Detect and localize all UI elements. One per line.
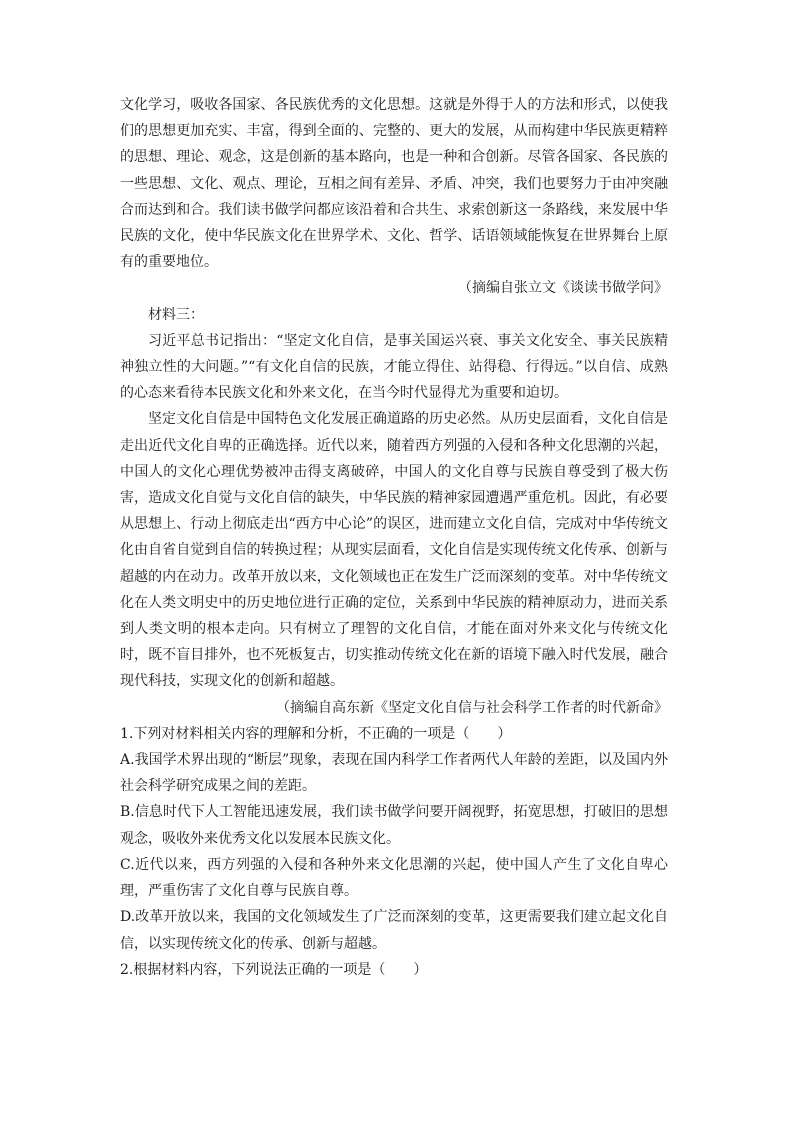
source-citation-2: （摘编自张立文《谈读书做学问》 bbox=[458, 280, 668, 297]
question-1-option-c: C.近代以来，西方列强的入侵和各种外来文化思潮的兴起，使中国人产生了文化自卑心理，严重伤害了文化自尊与民族自尊。 bbox=[120, 856, 668, 900]
material-3-label: 材料三： bbox=[148, 306, 204, 323]
material-3-paragraph-1: 习近平总书记指出：“坚定文化自信，是事关国运兴衰、事关文化安全、事关民族精神独立性的大问题。”“有文化自信的民族，才能立得住、站得稳、行得远。”以自信、成熟的心态来看待本民族文化和外来文化，在当今时代显得尤为重要和迫切。 bbox=[120, 332, 668, 402]
question-1-option-d: D.改革开放以来，我国的文化领域发生了广泛而深刻的变革，这更需要我们建立起文化自信，以实现传统文化的传承、创新与超越。 bbox=[120, 909, 668, 952]
question-1-option-b: B.信息时代下人工智能迅速发展，我们读书做学问要开阔视野，拓宽思想，打破旧的思想观念，吸收外来优秀文化以发展本民族文化。 bbox=[120, 804, 668, 847]
material-3-paragraph-2: 坚定文化自信是中国特色文化发展正确道路的历史必然。从历史层面看，文化自信是走出近代文化自卑的正确选择。近代以来，随着西方列强的入侵和各种文化思潮的兴起，中国人的文化心理优势被冲击得支离破碎，中国人的文化自尊与民族自尊受到了极大伤害，造成文化自觉与文化自信的缺失，中华民族的精神家园遭遇严重危机。因此，有必要从思想上、行动上彻底走出“西方中心论”的误区，进而建立文化自信，完成对中华传统文化由自省自觉到自信的转换过程；从现实层面看，文化自信是实现传统文化传承、创新与超越的内在动力。改革开放以来，文化领域也正在发生广泛而深刻的变革。对中华传统文化在人类文明史中的历史地位进行正确的定位，关系到中华民族的精神原动力，进而关系到人类文明的根本走向。只有树立了理智的文化自信，才能在面对外来文化与传统文化时，既不盲目排外，也不死板复古，切实推动传统文化在新的语境下融入时代发展，融合现代科技，实现文化的创新和超越。 bbox=[120, 411, 668, 690]
question-1-stem: 1.下列对材料相关内容的理解和分析，不正确的一项是（ ） bbox=[120, 725, 512, 742]
passage-2-tail: 文化学习，吸收各国家、各民族优秀的文化思想。这就是外得于人的方法和形式，以使我们的思想更加充实、丰富，得到全面的、完整的、更大的发展，从而构建中华民族更精粹的思想、理论、观念，这是创新的基本路向，也是一种和合创新。尽管各国家、各民族的一些思想、文化、观点、理论，互相之间有差异、矛盾、冲突，我们也要努力于由冲突融合而达到和合。我们读书做学问都应该沿着和合共生、求索创新这一条路线，来发展中华民族的文化，使中华民族文化在世界学术、文化、哲学、话语领域能恢复在世界舞台上原有的重要地位。 bbox=[120, 97, 668, 271]
question-2-stem: 2.根据材料内容，下列说法正确的一项是（ ） bbox=[120, 961, 428, 978]
question-1-option-a: A.我国学术界出现的“断层”现象，表现在国内科学工作者两代人年龄的差距，以及国内外社会科学研究成果之间的差距。 bbox=[120, 752, 668, 795]
source-citation-3: （摘编自高东新《坚定文化自信与社会科学工作者的时代新命》 bbox=[276, 699, 668, 716]
document-content bbox=[120, 92, 668, 983]
question-2 bbox=[120, 957, 668, 983]
question-1 bbox=[120, 721, 668, 957]
